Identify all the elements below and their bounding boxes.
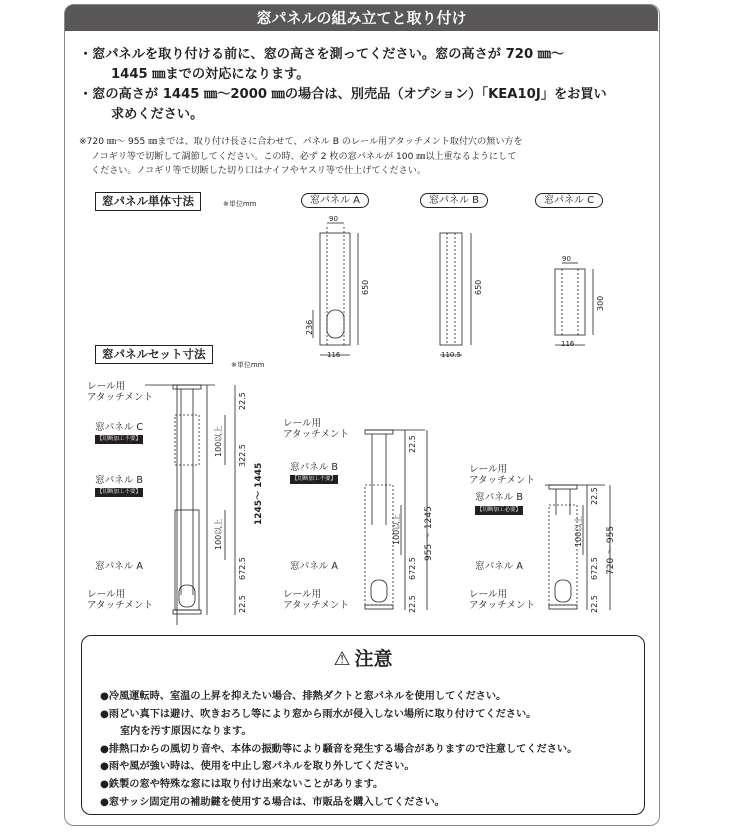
caution-item: 室内を汚す原因になります。 xyxy=(120,726,252,738)
panel-drawings xyxy=(65,5,661,635)
set-dimension-label: 窓パネルセット寸法 xyxy=(95,345,213,364)
dim-c-height: 300 xyxy=(596,295,605,311)
panel-a-title: 窓パネル A xyxy=(301,193,369,208)
caution-box xyxy=(81,635,645,815)
caution-item: ●鉄製の窓や特殊な窓には取り付け出来ないことがあります。 xyxy=(100,778,384,790)
set2-rail-top: レール用 アタッチメント xyxy=(283,418,350,440)
note-line: ください。ノコギリ等で切断した切り口はナイフやヤスリ等で仕上げてください。 xyxy=(91,166,426,177)
set1-range: 1245〜 1445 xyxy=(254,462,264,525)
set3-over100: 100以上 xyxy=(574,515,583,547)
dim-c-width: 116 xyxy=(561,340,575,348)
note-line: ノコギリ等で切断して調節してください。この時、必ず 2 枚の窓パネルが 100 ㎜以上重なるようにして xyxy=(91,151,517,162)
set1-panel-c-label: 窓パネル C xyxy=(95,422,144,433)
panel-a-outline xyxy=(320,233,350,345)
bullet-text: 1445 ㎜までの対応になります。 xyxy=(111,67,310,82)
set3-rail-top: レール用 アタッチメント xyxy=(469,464,536,486)
set2-range: 955 〜 1245 xyxy=(424,506,434,561)
instruction-page xyxy=(64,4,660,826)
bullet-text: ・窓パネルを取り付ける前に、窓の高さを測ってください。窓の高さが 720 ㎜〜 xyxy=(79,47,565,62)
set3-panel-a-label: 窓パネル A xyxy=(475,561,523,572)
bullet-text: ・窓の高さが 1445 ㎜〜2000 ㎜の場合は、別売品（オプション）「KEA10J」をお買い xyxy=(79,87,607,102)
panel-b-outline xyxy=(440,233,462,345)
caution-item: ●窓サッシ固定用の補助鍵を使用する場合は、市販品を購入してください。 xyxy=(100,796,445,808)
set3-panel-b-label: 窓パネル B xyxy=(475,492,524,503)
panel-c-title: 窓パネル C xyxy=(535,193,603,208)
single-unit: ※単位mm xyxy=(223,200,257,208)
panel-a-hole xyxy=(327,310,344,338)
panel-b-title: 窓パネル B xyxy=(420,193,488,208)
set2-panel-b-label: 窓パネル B xyxy=(290,462,339,473)
dim-c-top: 90 xyxy=(562,255,571,263)
set1-d6725: 672.5 xyxy=(238,557,247,580)
dim-a-width: 116 xyxy=(327,351,341,359)
panel-c-outline xyxy=(555,269,585,335)
set1-rail-top: レール用 アタッチメント xyxy=(87,381,154,403)
set1-over100-a: 100以上 xyxy=(214,425,223,457)
page-title: 窓パネルの組み立てと取り付け xyxy=(65,5,658,31)
caution-item: ●雨どい真下は避け、吹きおろし等により窓から雨水が侵入しない場所に取り付けてください。 xyxy=(100,708,537,720)
set1-panel-c xyxy=(175,415,199,465)
single-dimension-label: 窓パネル単体寸法 xyxy=(95,192,201,211)
set2-d225-top: 22.5 xyxy=(408,435,417,453)
set2-panel-a xyxy=(365,485,393,605)
caution-title-text: 注意 xyxy=(354,648,393,670)
set1-c-tag: 【切断加工不要】 xyxy=(97,436,142,442)
set1-d225-top: 22.5 xyxy=(238,392,247,410)
dim-b-width: 110.5 xyxy=(441,351,462,359)
set1-over100-b: 100以上 xyxy=(214,518,223,550)
caution-title xyxy=(82,644,644,671)
set2-panel-a-label: 窓パネル A xyxy=(290,561,338,572)
set3-rail-bottom: レール用 アタッチメント xyxy=(469,589,536,611)
set1-panel-a-label: 窓パネル A xyxy=(95,561,143,572)
warning-icon: ⚠ xyxy=(333,648,351,670)
set1-b-tag: 【切断加工不要】 xyxy=(97,489,142,495)
set3-d225-bottom: 22.5 xyxy=(590,595,599,613)
set1-d3225: 322.5 xyxy=(238,444,247,467)
set2-b-tag: 【切断加工不要】 xyxy=(292,476,337,482)
caution-list xyxy=(100,688,577,811)
dim-b-height: 650 xyxy=(474,279,483,295)
set1-rail-bottom: レール用 アタッチメント xyxy=(87,589,154,611)
set1-d225-bottom: 22.5 xyxy=(238,595,247,613)
dim-a-height: 650 xyxy=(361,279,370,295)
set-unit: ※単位mm xyxy=(231,361,265,369)
set2-over100: 100以上 xyxy=(392,513,401,545)
caution-item: ●雨や風が強い時は、使用を中止し窓パネルを取り外してください。 xyxy=(100,761,415,773)
set3-d6725: 672.5 xyxy=(590,557,599,580)
set2-d6725: 672.5 xyxy=(408,557,417,580)
note-line: ※720 ㎜〜 955 ㎜までは、取り付け長さに合わせて、パネル B のレール用アタッチメント取付穴の無い方を xyxy=(79,137,523,147)
dim-a-top: 90 xyxy=(329,215,338,223)
bullet-text: 求めください。 xyxy=(111,107,204,122)
set1-panel-b-label: 窓パネル B xyxy=(95,475,144,486)
set3-b-tag: 【切断加工必要】 xyxy=(477,507,522,513)
set2-rail-bottom: レール用 アタッチメント xyxy=(283,589,350,611)
caution-item: ●排熱口からの風切り音や、本体の振動等により騒音を発生する場合がありますので注意してください。 xyxy=(100,743,578,755)
set3-d225-top: 22.5 xyxy=(590,487,599,505)
set2-d225-bottom: 22.5 xyxy=(408,595,417,613)
dim-a-hole: 236 xyxy=(305,319,314,335)
set3-range: 720 〜 955 xyxy=(606,525,616,575)
caution-item: ●冷風運転時、室温の上昇を抑えたい場合、排熱ダクトと窓パネルを使用してください。 xyxy=(100,691,507,702)
